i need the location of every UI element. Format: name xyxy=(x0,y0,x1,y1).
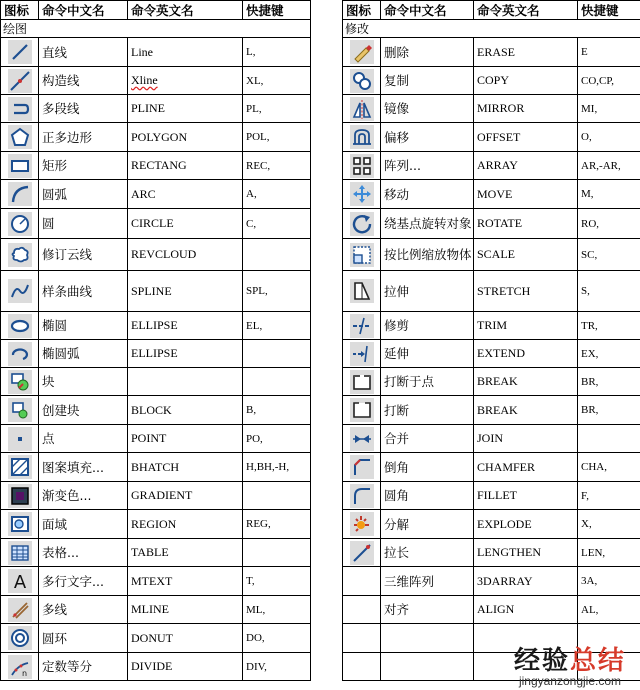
command-cn-name: 分解 xyxy=(381,510,474,539)
command-shortcut: EL, xyxy=(243,312,311,340)
command-row xyxy=(1,123,311,152)
command-shortcut: TR, xyxy=(578,312,640,340)
divide-icon xyxy=(8,655,32,679)
section-title: 绘图 xyxy=(1,20,311,38)
command-shortcut xyxy=(243,368,311,396)
command-en-name: CIRCLE xyxy=(128,209,243,239)
command-en-name: Line xyxy=(128,38,243,67)
command-en-name: ELLIPSE xyxy=(128,340,243,368)
lengthen-icon xyxy=(350,541,374,565)
command-shortcut: C, xyxy=(243,209,311,239)
command-shortcut: B, xyxy=(243,396,311,425)
watermark-text-a: 经验 xyxy=(513,646,570,676)
command-cn-name: 阵列... xyxy=(381,152,474,180)
command-shortcut: XL, xyxy=(243,67,311,95)
polygon-icon xyxy=(8,125,32,149)
command-cn-name: 圆角 xyxy=(381,482,474,510)
command-cn-name: 圆弧 xyxy=(39,180,128,209)
command-icon-cell xyxy=(343,624,381,653)
command-icon-cell xyxy=(343,510,381,539)
command-en-name: BREAK xyxy=(474,396,578,425)
command-icon-cell xyxy=(1,567,39,596)
trim-icon xyxy=(350,314,374,338)
command-row xyxy=(1,539,311,567)
command-cn-name: 按比例缩放物体 xyxy=(381,239,474,271)
command-row xyxy=(343,425,640,453)
command-icon-cell xyxy=(343,596,381,624)
command-en-name: TRIM xyxy=(474,312,578,340)
command-en-name: CHAMFER xyxy=(474,453,578,482)
command-shortcut: MI, xyxy=(578,95,640,123)
command-en-name: BLOCK xyxy=(128,396,243,425)
header-cn: 命令中文名 xyxy=(39,1,128,20)
command-cn-name: 圆环 xyxy=(39,624,128,653)
command-row xyxy=(343,596,640,624)
command-en-name: OFFSET xyxy=(474,123,578,152)
command-en-name: DIVIDE xyxy=(128,653,243,681)
command-cn-name: 修剪 xyxy=(381,312,474,340)
command-row xyxy=(1,425,311,453)
command-shortcut: E xyxy=(578,38,640,67)
command-shortcut: REC, xyxy=(243,152,311,180)
command-row xyxy=(343,340,640,368)
watermark xyxy=(514,647,626,688)
command-en-name: GRADIENT xyxy=(128,482,243,510)
block-insert-icon xyxy=(8,370,32,394)
command-row xyxy=(343,368,640,396)
command-icon-cell xyxy=(343,239,381,271)
command-cn-name: 块 xyxy=(39,368,128,396)
region-icon xyxy=(8,512,32,536)
command-icon-cell xyxy=(343,368,381,396)
command-cn-name: 删除 xyxy=(381,38,474,67)
command-row xyxy=(1,180,311,209)
command-en-name: EXTEND xyxy=(474,340,578,368)
command-icon-cell xyxy=(1,425,39,453)
command-cn-name xyxy=(381,653,474,681)
command-row xyxy=(343,312,640,340)
command-row xyxy=(343,209,640,239)
command-cn-name: 打断 xyxy=(381,396,474,425)
command-shortcut: PO, xyxy=(243,425,311,453)
break-icon xyxy=(350,398,374,422)
command-icon-cell xyxy=(1,624,39,653)
rotate-icon xyxy=(350,212,374,236)
command-row xyxy=(1,239,311,271)
command-cn-name: 镜像 xyxy=(381,95,474,123)
command-row xyxy=(343,152,640,180)
command-icon-cell xyxy=(1,239,39,271)
table-header-row xyxy=(343,1,640,20)
command-en-name: SPLINE xyxy=(128,271,243,312)
command-row xyxy=(1,152,311,180)
command-shortcut: CO,CP, xyxy=(578,67,640,95)
array-icon xyxy=(350,154,374,178)
command-icon-cell xyxy=(1,396,39,425)
mirror-icon xyxy=(350,97,374,121)
command-shortcut: L, xyxy=(243,38,311,67)
command-en-name: ROTATE xyxy=(474,209,578,239)
erase-icon xyxy=(350,40,374,64)
svg-text:n: n xyxy=(21,668,27,678)
command-icon-cell xyxy=(1,596,39,624)
command-icon-cell xyxy=(1,653,39,681)
command-en-name: FILLET xyxy=(474,482,578,510)
point-icon xyxy=(8,427,32,451)
command-en-name: LENGTHEN xyxy=(474,539,578,567)
extend-icon xyxy=(350,342,374,366)
command-cn-name: 合并 xyxy=(381,425,474,453)
command-icon-cell xyxy=(1,152,39,180)
command-icon-cell xyxy=(1,368,39,396)
join-icon xyxy=(350,427,374,451)
command-icon-cell xyxy=(1,271,39,312)
rectangle-icon xyxy=(8,154,32,178)
ellipse-icon xyxy=(8,314,32,338)
command-icon-cell xyxy=(343,123,381,152)
command-row xyxy=(343,539,640,567)
break-at-point-icon xyxy=(350,370,374,394)
command-row xyxy=(343,180,640,209)
command-icon-cell xyxy=(343,425,381,453)
command-en-name: MLINE xyxy=(128,596,243,624)
command-row xyxy=(1,67,311,95)
command-shortcut: O, xyxy=(578,123,640,152)
command-icon-cell xyxy=(1,510,39,539)
command-en-name xyxy=(128,368,243,396)
command-shortcut: BR, xyxy=(578,368,640,396)
watermark-text-b: 总结 xyxy=(569,646,626,676)
command-shortcut: DO, xyxy=(243,624,311,653)
fillet-icon xyxy=(350,484,374,508)
command-row xyxy=(1,209,311,239)
command-shortcut: H,BH,-H, xyxy=(243,453,311,482)
command-en-name: REVCLOUD xyxy=(128,239,243,271)
command-en-name: 3DARRAY xyxy=(474,567,578,596)
stretch-icon xyxy=(350,279,374,303)
command-icon-cell xyxy=(343,653,381,681)
command-cn-name: 绕基点旋转对象 xyxy=(381,209,474,239)
draw-commands-panel xyxy=(0,0,310,681)
command-shortcut: EX, xyxy=(578,340,640,368)
command-shortcut: ML, xyxy=(243,596,311,624)
command-icon-cell xyxy=(1,123,39,152)
scale-icon xyxy=(350,243,374,267)
command-icon-cell xyxy=(343,312,381,340)
command-cn-name xyxy=(381,624,474,653)
command-cn-name: 倒角 xyxy=(381,453,474,482)
command-cn-name: 对齐 xyxy=(381,596,474,624)
command-row xyxy=(343,567,640,596)
command-en-name: RECTANG xyxy=(128,152,243,180)
command-en-name: PLINE xyxy=(128,95,243,123)
command-row xyxy=(343,38,640,67)
command-shortcut: CHA, xyxy=(578,453,640,482)
explode-icon xyxy=(350,512,374,536)
command-en-name: COPY xyxy=(474,67,578,95)
command-shortcut: BR, xyxy=(578,396,640,425)
draw-commands-table xyxy=(0,0,311,681)
command-cn-name: 移动 xyxy=(381,180,474,209)
command-row xyxy=(343,453,640,482)
command-icon-cell xyxy=(1,67,39,95)
command-shortcut: REG, xyxy=(243,510,311,539)
command-row xyxy=(343,510,640,539)
command-shortcut: POL, xyxy=(243,123,311,152)
command-row xyxy=(1,624,311,653)
command-en-name: ARRAY xyxy=(474,152,578,180)
arc-icon xyxy=(8,182,32,206)
command-shortcut: T, xyxy=(243,567,311,596)
command-icon-cell xyxy=(343,180,381,209)
command-row xyxy=(1,567,311,596)
modify-commands-panel xyxy=(342,0,640,681)
command-en-name: BHATCH xyxy=(128,453,243,482)
command-en-name: ELLIPSE xyxy=(128,312,243,340)
section-title: 修改 xyxy=(343,20,640,38)
command-en-name: ERASE xyxy=(474,38,578,67)
command-cn-name: 延伸 xyxy=(381,340,474,368)
header-icon: 图标 xyxy=(1,1,39,20)
command-shortcut: M, xyxy=(578,180,640,209)
svg-text:A: A xyxy=(13,572,26,593)
modify-commands-table xyxy=(342,0,640,681)
command-icon-cell xyxy=(1,95,39,123)
command-cn-name: 矩形 xyxy=(39,152,128,180)
command-shortcut: X, xyxy=(578,510,640,539)
watermark-logo xyxy=(514,647,626,675)
command-row xyxy=(1,653,311,681)
hatch-icon xyxy=(8,455,32,479)
command-en-name: STRETCH xyxy=(474,271,578,312)
command-row xyxy=(1,510,311,539)
circle-icon xyxy=(8,212,32,236)
mline-icon xyxy=(8,598,32,622)
command-icon-cell xyxy=(343,95,381,123)
chamfer-icon xyxy=(350,455,374,479)
command-row xyxy=(343,67,640,95)
header-key: 快捷键 xyxy=(578,1,640,20)
mtext-icon xyxy=(8,569,32,593)
command-en-name: ARC xyxy=(128,180,243,209)
command-row xyxy=(1,396,311,425)
command-shortcut: RO, xyxy=(578,209,640,239)
command-shortcut: 3A, xyxy=(578,567,640,596)
command-en-name: EXPLODE xyxy=(474,510,578,539)
command-cn-name: 修订云线 xyxy=(39,239,128,271)
copy-icon xyxy=(350,69,374,93)
command-icon-cell xyxy=(343,271,381,312)
command-cn-name: 面域 xyxy=(39,510,128,539)
command-cn-name: 点 xyxy=(39,425,128,453)
command-en-name: MOVE xyxy=(474,180,578,209)
command-en-name: MTEXT xyxy=(128,567,243,596)
command-cn-name: 拉伸 xyxy=(381,271,474,312)
revcloud-icon xyxy=(8,243,32,267)
command-row xyxy=(343,482,640,510)
command-icon-cell xyxy=(1,340,39,368)
command-icon-cell xyxy=(343,38,381,67)
gradient-icon xyxy=(8,484,32,508)
command-cn-name: 构造线 xyxy=(39,67,128,95)
command-en-name: MIRROR xyxy=(474,95,578,123)
command-cn-name: 多行文字... xyxy=(39,567,128,596)
command-en-name: POLYGON xyxy=(128,123,243,152)
command-icon-cell xyxy=(1,453,39,482)
command-icon-cell xyxy=(343,340,381,368)
command-icon-cell xyxy=(1,539,39,567)
command-row xyxy=(1,368,311,396)
command-icon-cell xyxy=(1,38,39,67)
command-en-name: Xline xyxy=(128,67,243,95)
command-cn-name: 打断于点 xyxy=(381,368,474,396)
offset-icon xyxy=(350,125,374,149)
command-en-name: POINT xyxy=(128,425,243,453)
create-block-icon xyxy=(8,398,32,422)
command-en-name: REGION xyxy=(128,510,243,539)
command-cn-name: 样条曲线 xyxy=(39,271,128,312)
command-row xyxy=(343,239,640,271)
command-icon-cell xyxy=(343,209,381,239)
xline-icon xyxy=(8,69,32,93)
command-icon-cell xyxy=(1,180,39,209)
command-icon-cell xyxy=(343,152,381,180)
command-cn-name: 偏移 xyxy=(381,123,474,152)
command-cn-name: 三维阵列 xyxy=(381,567,474,596)
header-cn: 命令中文名 xyxy=(381,1,474,20)
line-icon xyxy=(8,40,32,64)
polyline-icon xyxy=(8,97,32,121)
command-en-name: BREAK xyxy=(474,368,578,396)
command-shortcut: LEN, xyxy=(578,539,640,567)
section-row xyxy=(1,20,311,38)
command-icon-cell xyxy=(343,453,381,482)
command-en-name: SCALE xyxy=(474,239,578,271)
command-en-name: DONUT xyxy=(128,624,243,653)
command-shortcut xyxy=(243,482,311,510)
command-icon-cell xyxy=(343,396,381,425)
command-shortcut: F, xyxy=(578,482,640,510)
command-cn-name: 正多边形 xyxy=(39,123,128,152)
command-icon-cell xyxy=(343,67,381,95)
table-header-row xyxy=(1,1,311,20)
elliptical-arc-icon xyxy=(8,342,32,366)
command-cn-name: 定数等分 xyxy=(39,653,128,681)
command-shortcut xyxy=(243,539,311,567)
command-row xyxy=(1,312,311,340)
command-row xyxy=(1,95,311,123)
command-shortcut: A, xyxy=(243,180,311,209)
command-shortcut: S, xyxy=(578,271,640,312)
command-icon-cell xyxy=(1,312,39,340)
command-icon-cell xyxy=(1,209,39,239)
section-row xyxy=(343,20,640,38)
command-en-name: ALIGN xyxy=(474,596,578,624)
move-icon xyxy=(350,182,374,206)
command-cn-name: 椭圆 xyxy=(39,312,128,340)
command-row xyxy=(1,271,311,312)
command-shortcut: PL, xyxy=(243,95,311,123)
command-shortcut: DIV, xyxy=(243,653,311,681)
command-cn-name: 直线 xyxy=(39,38,128,67)
header-en: 命令英文名 xyxy=(474,1,578,20)
command-cn-name: 拉长 xyxy=(381,539,474,567)
command-row xyxy=(1,596,311,624)
command-cn-name: 创建块 xyxy=(39,396,128,425)
command-shortcut: AR,-AR, xyxy=(578,152,640,180)
watermark-url: jingyanzongjie.com xyxy=(518,674,622,688)
donut-icon xyxy=(8,626,32,650)
command-shortcut: AL, xyxy=(578,596,640,624)
command-row xyxy=(1,38,311,67)
command-shortcut xyxy=(578,425,640,453)
command-shortcut xyxy=(243,239,311,271)
command-cn-name: 复制 xyxy=(381,67,474,95)
command-en-name: TABLE xyxy=(128,539,243,567)
command-shortcut xyxy=(243,340,311,368)
command-cn-name: 图案填充... xyxy=(39,453,128,482)
command-row xyxy=(1,482,311,510)
command-icon-cell xyxy=(1,482,39,510)
command-cn-name: 多段线 xyxy=(39,95,128,123)
table-icon xyxy=(8,541,32,565)
spline-icon xyxy=(8,279,32,303)
command-cn-name: 圆 xyxy=(39,209,128,239)
command-icon-cell xyxy=(343,567,381,596)
header-icon: 图标 xyxy=(343,1,381,20)
header-en: 命令英文名 xyxy=(128,1,243,20)
command-cn-name: 表格... xyxy=(39,539,128,567)
command-row xyxy=(343,95,640,123)
command-row xyxy=(343,271,640,312)
command-row xyxy=(343,396,640,425)
header-key: 快捷键 xyxy=(243,1,311,20)
command-cn-name: 多线 xyxy=(39,596,128,624)
command-shortcut: SC, xyxy=(578,239,640,271)
command-cn-name: 渐变色... xyxy=(39,482,128,510)
command-icon-cell xyxy=(343,539,381,567)
command-icon-cell xyxy=(343,482,381,510)
command-row xyxy=(343,123,640,152)
command-en-name: JOIN xyxy=(474,425,578,453)
command-row xyxy=(1,453,311,482)
command-row xyxy=(1,340,311,368)
command-cn-name: 椭圆弧 xyxy=(39,340,128,368)
command-shortcut: SPL, xyxy=(243,271,311,312)
